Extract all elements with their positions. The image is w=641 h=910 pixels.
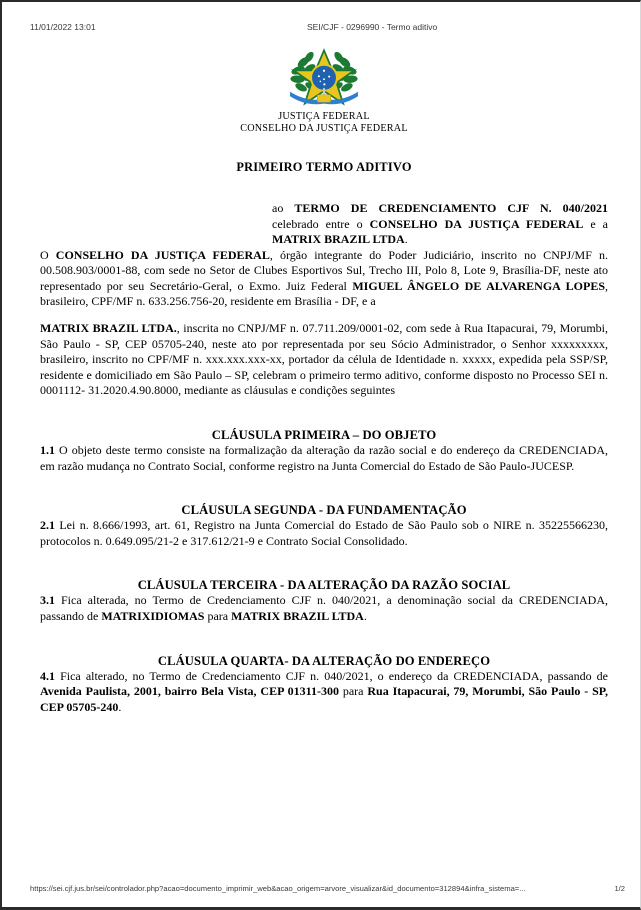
- matrix-text: , inscrita no CNPJ/MF n. 07.711.209/0001-02, com sede à Rua Itapacurai, 79, Morumbi, São Paulo - SP, CEP 05705-240, neste ato por representada por seu Sócio Administrador, o Senhor xxxxxxxxx, brasileiro, inscrito no CPF/MF n. xxx.xxx.xxx-xx, portador da célula de Identidade n. xxxxx, expedida pela SSP/SP, residente e domiciliado em São Paulo – SP, celebram o primeiro termo aditivo, conforme disposto no Processo SEI n. 0001112- 31.2020.4.90.8000, mediante as cláusulas e condições seguintes: [40, 321, 608, 398]
- preamble-conselho: CONSELHO DA JUSTIÇA FEDERAL: [369, 216, 584, 231]
- preamble-termo-credenciamento: TERMO DE CREDENCIAMENTO CJF N. 040/2021: [294, 201, 608, 216]
- print-header-title: SEI/CJF - 0296990 - Termo aditivo: [307, 22, 438, 32]
- clause-text-4-1c: .: [118, 699, 122, 714]
- preamble-line3-suffix: .: [404, 232, 408, 247]
- org-line-justica-federal: JUSTIÇA FEDERAL: [278, 111, 370, 122]
- document-content: [40, 46, 608, 715]
- new-company-name: MATRIX BRAZIL LTDA: [231, 609, 364, 623]
- print-footer-page-number: 1/2: [614, 884, 625, 893]
- clause-heading-quarta: CLÁUSULA QUARTA- DA ALTERAÇÃO DO ENDEREÇO: [157, 653, 491, 668]
- cjf-representative: MIGUEL ÂNGELO DE ALVARENGA LOPES: [352, 278, 605, 293]
- clause-body-primeira: [40, 443, 608, 474]
- document-title: PRIMEIRO TERMO ADITIVO: [236, 160, 412, 175]
- clause-text-4-1a: Fica alterado, no Termo de Credenciamento CJF n. 040/2021, o endereço da CREDENCIADA, passando de: [55, 668, 608, 683]
- print-header: [2, 22, 641, 36]
- preamble-line3-prefix: a: [602, 216, 608, 231]
- brazil-coat-of-arms-icon: [287, 46, 361, 108]
- clause-number-4-1: 4.1: [40, 668, 55, 683]
- matrix-name: MATRIX BRAZIL LTDA.: [40, 321, 177, 336]
- clause-body-terceira: [40, 593, 608, 624]
- clause-number-1-1: 1.1: [40, 443, 55, 458]
- preamble-matrix: MATRIX BRAZIL LTDA: [272, 232, 405, 247]
- preamble-block: [272, 201, 608, 248]
- clause-text-2-1: Lei n. 8.666/1993, art. 61, Registro na Junta Comercial do Estado de São Paulo sob o NIRE n. 35225566230, protocolos n. 0.649.095/21-2 e 317.612/21-9 e Contrato Social Consolidado.: [40, 518, 608, 548]
- cjf-text-2: , brasileiro, CPF/MF n. 633.256.756-20, residente em Brasília - DF, e a: [40, 278, 608, 309]
- clause-text-1-1: O objeto deste termo consiste na formalização da alteração da razão social e do endereço da CREDENCIADA, em razão mudança no Contrato Social, conforme registro na Junta Comercial do Estado de São Paulo-JUCESP.: [40, 443, 608, 473]
- clause-text-3-1b: para: [204, 609, 232, 623]
- party-paragraph-cjf: [40, 248, 608, 310]
- clause-text-3-1c: .: [363, 609, 367, 623]
- clause-body-segunda: [40, 518, 608, 549]
- old-address: Avenida Paulista, 2001, bairro Bela Vista, CEP 01311-300: [40, 684, 339, 699]
- clause-number-3-1: 3.1: [40, 593, 55, 608]
- party-paragraph-matrix: [40, 321, 608, 399]
- organization-names: [40, 111, 608, 134]
- cjf-lead: O: [40, 247, 56, 262]
- cjf-text-1: , órgão integrante do Poder Judiciário, inscrito no CNPJ/MF n. 00.508.903/0001-88, com sede no Setor de Clubes Esportivos Sul, Trecho III, Polo 8, Lote 9, Brasília-DF, neste ato representado por seu Secretário-Geral, o Exmo. Juiz Federal: [40, 247, 608, 293]
- preamble-line1-prefix: ao: [272, 201, 295, 216]
- clause-heading-segunda: CLÁUSULA SEGUNDA - DA FUNDAMENTAÇÃO: [181, 503, 467, 518]
- clause-text-4-1b: para: [338, 684, 368, 699]
- clause-number-2-1: 2.1: [40, 518, 55, 533]
- new-address: Rua Itapacurai, 79, Morumbi, São Paulo - SP, CEP 05705-240: [40, 684, 608, 714]
- clause-body-quarta: [40, 669, 608, 716]
- old-company-name: MATRIXIDIOMAS: [101, 609, 205, 623]
- clause-heading-terceira: CLÁUSULA TERCEIRA - DA ALTERAÇÃO DA RAZÃO SOCIAL: [137, 578, 511, 593]
- clause-text-3-1a: Fica alterada, no Termo de Credenciamento CJF n. 040/2021, a denominação social da CREDENCIADA, passando de: [40, 593, 608, 623]
- print-footer: [2, 884, 641, 898]
- print-header-date: 11/01/2022 13:01: [30, 22, 96, 32]
- clause-heading-primeira: CLÁUSULA PRIMEIRA – DO OBJETO: [211, 428, 437, 443]
- print-footer-url: https://sei.cjf.jus.br/sei/controlador.php?acao=documento_imprimir_web&acao_origem=arvore_visualizar&id_documento=312894&infra_sistema=...: [30, 884, 526, 893]
- preamble-line2-suffix: e: [583, 216, 596, 231]
- emblem-container: [40, 46, 608, 108]
- cjf-name: CONSELHO DA JUSTIÇA FEDERAL: [55, 247, 270, 262]
- org-line-conselho: CONSELHO DA JUSTIÇA FEDERAL: [240, 122, 408, 134]
- preamble-line2-prefix: celebrado entre o: [272, 216, 370, 231]
